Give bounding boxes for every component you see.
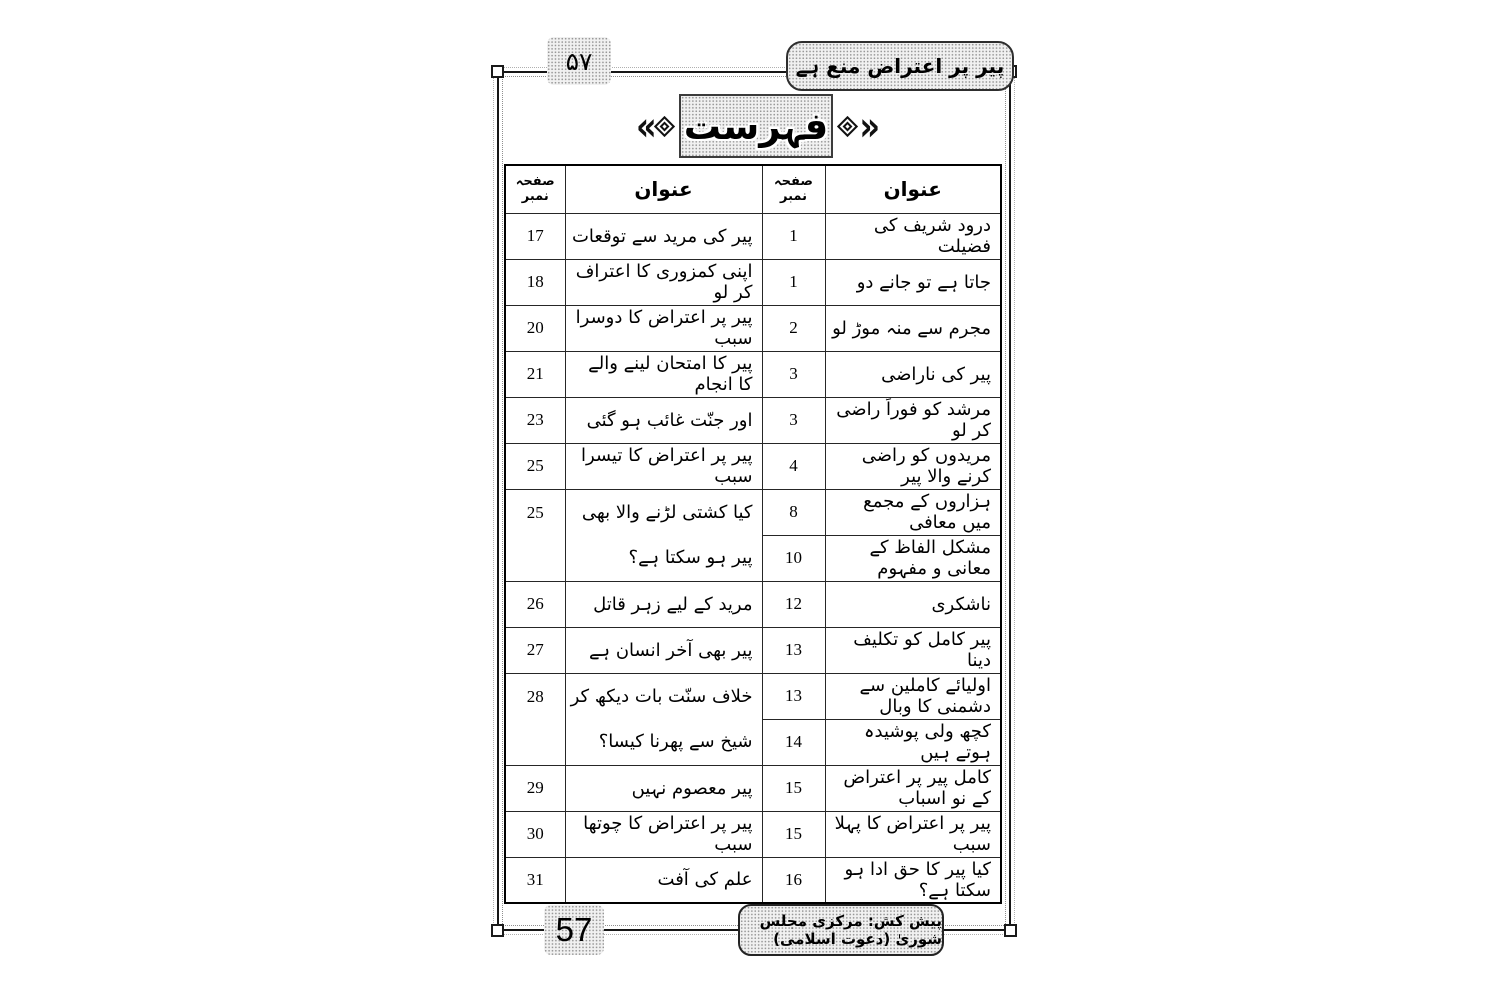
entry-page: 3 xyxy=(762,397,825,443)
entry-title-merged: کیا کشتی لڑنے والا بھی پیر ہو سکتا ہے؟ xyxy=(565,489,762,581)
entry-title: مشکل الفاظ کے معانی و مفہوم xyxy=(825,535,1001,581)
entry-page: 20 xyxy=(505,305,565,351)
page-number-badge-top xyxy=(547,37,611,85)
entry-page: 15 xyxy=(762,765,825,811)
entry-title: پیر پر اعتراض کا پہلا سبب xyxy=(825,811,1001,857)
page-number-badge-bottom xyxy=(544,905,604,955)
publisher-footer-box xyxy=(738,904,944,956)
toc-row xyxy=(505,259,1001,305)
entry-page: 31 xyxy=(505,857,565,903)
toc-row xyxy=(505,351,1001,397)
entry-title: کچھ ولی پوشیدہ ہوتے ہیں xyxy=(825,719,1001,765)
entry-page: 13 xyxy=(762,673,825,719)
entry-title: پیر کامل کو تکلیف دینا xyxy=(825,627,1001,673)
entry-title: پیر بھی آخر انسان ہے xyxy=(565,627,762,673)
toc-title-box xyxy=(679,94,834,158)
toc-row xyxy=(505,489,1001,535)
column-header-title-right: عنوان xyxy=(825,165,1001,213)
column-header-title-left: عنوان xyxy=(565,165,762,213)
entry-title: کامل پیر پر اعتراض کے نو اسباب xyxy=(825,765,1001,811)
entry-page-merged: 28 xyxy=(505,673,565,765)
entry-title: درود شریف کی فضیلت xyxy=(825,213,1001,259)
entry-title: جاتا ہے تو جانے دو xyxy=(825,259,1001,305)
entry-page-merged: 25 xyxy=(505,489,565,581)
page-number-bottom-label: 57 xyxy=(555,911,593,948)
toc-title-block xyxy=(633,94,879,158)
page-number-top-label: ۵۷ xyxy=(565,46,593,76)
toc-row xyxy=(505,857,1001,903)
entry-page: 13 xyxy=(762,627,825,673)
toc-row xyxy=(505,673,1001,719)
entry-page: 18 xyxy=(505,259,565,305)
toc-header-row xyxy=(505,165,1001,213)
entry-title: پیر کی ناراضی xyxy=(825,351,1001,397)
entry-title: پیر پر اعتراض کا چوتھا سبب xyxy=(565,811,762,857)
entry-title: اور جنّت غائب ہو گئی xyxy=(565,397,762,443)
right-ornament xyxy=(836,102,876,150)
entry-title: پیر کا امتحان لینے والے کا انجام xyxy=(565,351,762,397)
toc-row xyxy=(505,581,1001,627)
diamond-icon xyxy=(654,115,675,136)
entry-page: 29 xyxy=(505,765,565,811)
toc-row xyxy=(505,811,1001,857)
entry-title: پیر پر اعتراض کا دوسرا سبب xyxy=(565,305,762,351)
entry-title: مجرم سے منہ موڑ لو xyxy=(825,305,1001,351)
entry-page: 3 xyxy=(762,351,825,397)
entry-page: 25 xyxy=(505,443,565,489)
entry-page: 1 xyxy=(762,259,825,305)
chevron-left-icon: « xyxy=(636,102,653,150)
entry-page: 8 xyxy=(762,489,825,535)
entry-page: 30 xyxy=(505,811,565,857)
column-header-page-right: صفحہ نمبر xyxy=(762,165,825,213)
book-title-label: پیر پر اعتراض منع ہے xyxy=(795,54,1005,78)
chevron-right-icon: » xyxy=(859,102,876,150)
entry-title: مریدوں کو راضی کرنے والا پیر xyxy=(825,443,1001,489)
entry-page: 1 xyxy=(762,213,825,259)
entry-title: ناشکری xyxy=(825,581,1001,627)
entry-title: ہزاروں کے مجمع میں معافی xyxy=(825,489,1001,535)
toc-row xyxy=(505,397,1001,443)
toc-row xyxy=(505,443,1001,489)
entry-page: 27 xyxy=(505,627,565,673)
column-header-page-left: صفحہ نمبر xyxy=(505,165,565,213)
entry-title: پیر کی مرید سے توقعات xyxy=(565,213,762,259)
frame-corner-ornament xyxy=(491,65,504,78)
toc-title-label: فہرست xyxy=(683,104,829,148)
frame-corner-ornament xyxy=(1004,924,1017,937)
entry-title-merged: خلاف سنّت بات دیکھ کر شیخ سے پھرنا کیسا؟ xyxy=(565,673,762,765)
entry-title: پیر پر اعتراض کا تیسرا سبب xyxy=(565,443,762,489)
entry-page: 26 xyxy=(505,581,565,627)
entry-page: 12 xyxy=(762,581,825,627)
book-title-strip xyxy=(786,41,1014,91)
toc-row xyxy=(505,213,1001,259)
entry-page: 14 xyxy=(762,719,825,765)
left-ornament xyxy=(636,102,676,150)
entry-title: مرشد کو فوراً راضی کر لو xyxy=(825,397,1001,443)
entry-page: 10 xyxy=(762,535,825,581)
entry-title: اولیائے کاملین سے دشمنی کا وبال xyxy=(825,673,1001,719)
frame-corner-ornament xyxy=(491,924,504,937)
entry-page: 23 xyxy=(505,397,565,443)
entry-title: اپنی کمزوری کا اعتراف کر لو xyxy=(565,259,762,305)
diamond-icon xyxy=(837,115,858,136)
entry-title: پیر معصوم نہیں xyxy=(565,765,762,811)
toc-row xyxy=(505,305,1001,351)
toc-table xyxy=(504,164,1002,904)
entry-page: 17 xyxy=(505,213,565,259)
entry-title: کیا پیر کا حق ادا ہو سکتا ہے؟ xyxy=(825,857,1001,903)
entry-title: علم کی آفت xyxy=(565,857,762,903)
toc-row xyxy=(505,765,1001,811)
entry-page: 16 xyxy=(762,857,825,903)
entry-page: 15 xyxy=(762,811,825,857)
toc-row xyxy=(505,627,1001,673)
entry-page: 21 xyxy=(505,351,565,397)
publisher-footer-label: پیش کش: مرکزی مجلس شوریٰ (دعوت اسلامی) xyxy=(759,912,942,948)
entry-page: 4 xyxy=(762,443,825,489)
entry-page: 2 xyxy=(762,305,825,351)
entry-title: مرید کے لیے زہر قاتل xyxy=(565,581,762,627)
